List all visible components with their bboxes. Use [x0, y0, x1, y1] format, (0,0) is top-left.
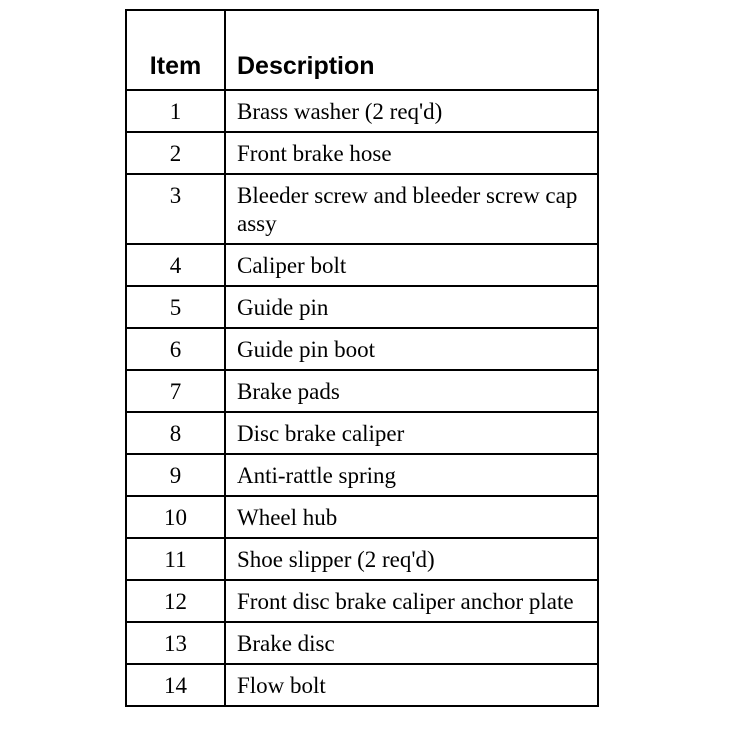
table-row: [126, 174, 598, 244]
item-description: Guide pin: [225, 286, 598, 328]
item-description: Brass washer (2 req'd): [225, 90, 598, 132]
description-column-header: Description: [225, 10, 598, 90]
item-number: 10: [126, 496, 225, 538]
table-row: [126, 580, 598, 622]
table-row: [126, 412, 598, 454]
item-number: 12: [126, 580, 225, 622]
table-row: [126, 496, 598, 538]
table-row: [126, 622, 598, 664]
table-row: [126, 244, 598, 286]
item-number: 7: [126, 370, 225, 412]
table-header: [126, 10, 598, 90]
table-row: [126, 286, 598, 328]
item-description: Wheel hub: [225, 496, 598, 538]
item-number: 2: [126, 132, 225, 174]
item-number: 8: [126, 412, 225, 454]
table-row: [126, 328, 598, 370]
item-description: Bleeder screw and bleeder screw cap assy: [225, 174, 598, 244]
item-number: 11: [126, 538, 225, 580]
table-row: [126, 664, 598, 706]
table-row: [126, 370, 598, 412]
item-number: 1: [126, 90, 225, 132]
item-number: 9: [126, 454, 225, 496]
parts-table: [125, 9, 599, 707]
table-row: [126, 538, 598, 580]
item-number: 5: [126, 286, 225, 328]
item-description: Brake pads: [225, 370, 598, 412]
item-description: Anti-rattle spring: [225, 454, 598, 496]
item-description: Caliper bolt: [225, 244, 598, 286]
table-body: [126, 90, 598, 706]
item-number: 4: [126, 244, 225, 286]
item-number: 3: [126, 174, 225, 244]
item-number: 6: [126, 328, 225, 370]
table-row: [126, 454, 598, 496]
item-description: Flow bolt: [225, 664, 598, 706]
item-number: 14: [126, 664, 225, 706]
table-row: [126, 132, 598, 174]
item-column-header: Item: [126, 10, 225, 90]
item-description: Front disc brake caliper anchor plate: [225, 580, 598, 622]
item-description: Front brake hose: [225, 132, 598, 174]
table-row: [126, 90, 598, 132]
header-row: [126, 10, 598, 90]
item-description: Brake disc: [225, 622, 598, 664]
item-description: Disc brake caliper: [225, 412, 598, 454]
item-number: 13: [126, 622, 225, 664]
item-description: Guide pin boot: [225, 328, 598, 370]
item-description: Shoe slipper (2 req'd): [225, 538, 598, 580]
